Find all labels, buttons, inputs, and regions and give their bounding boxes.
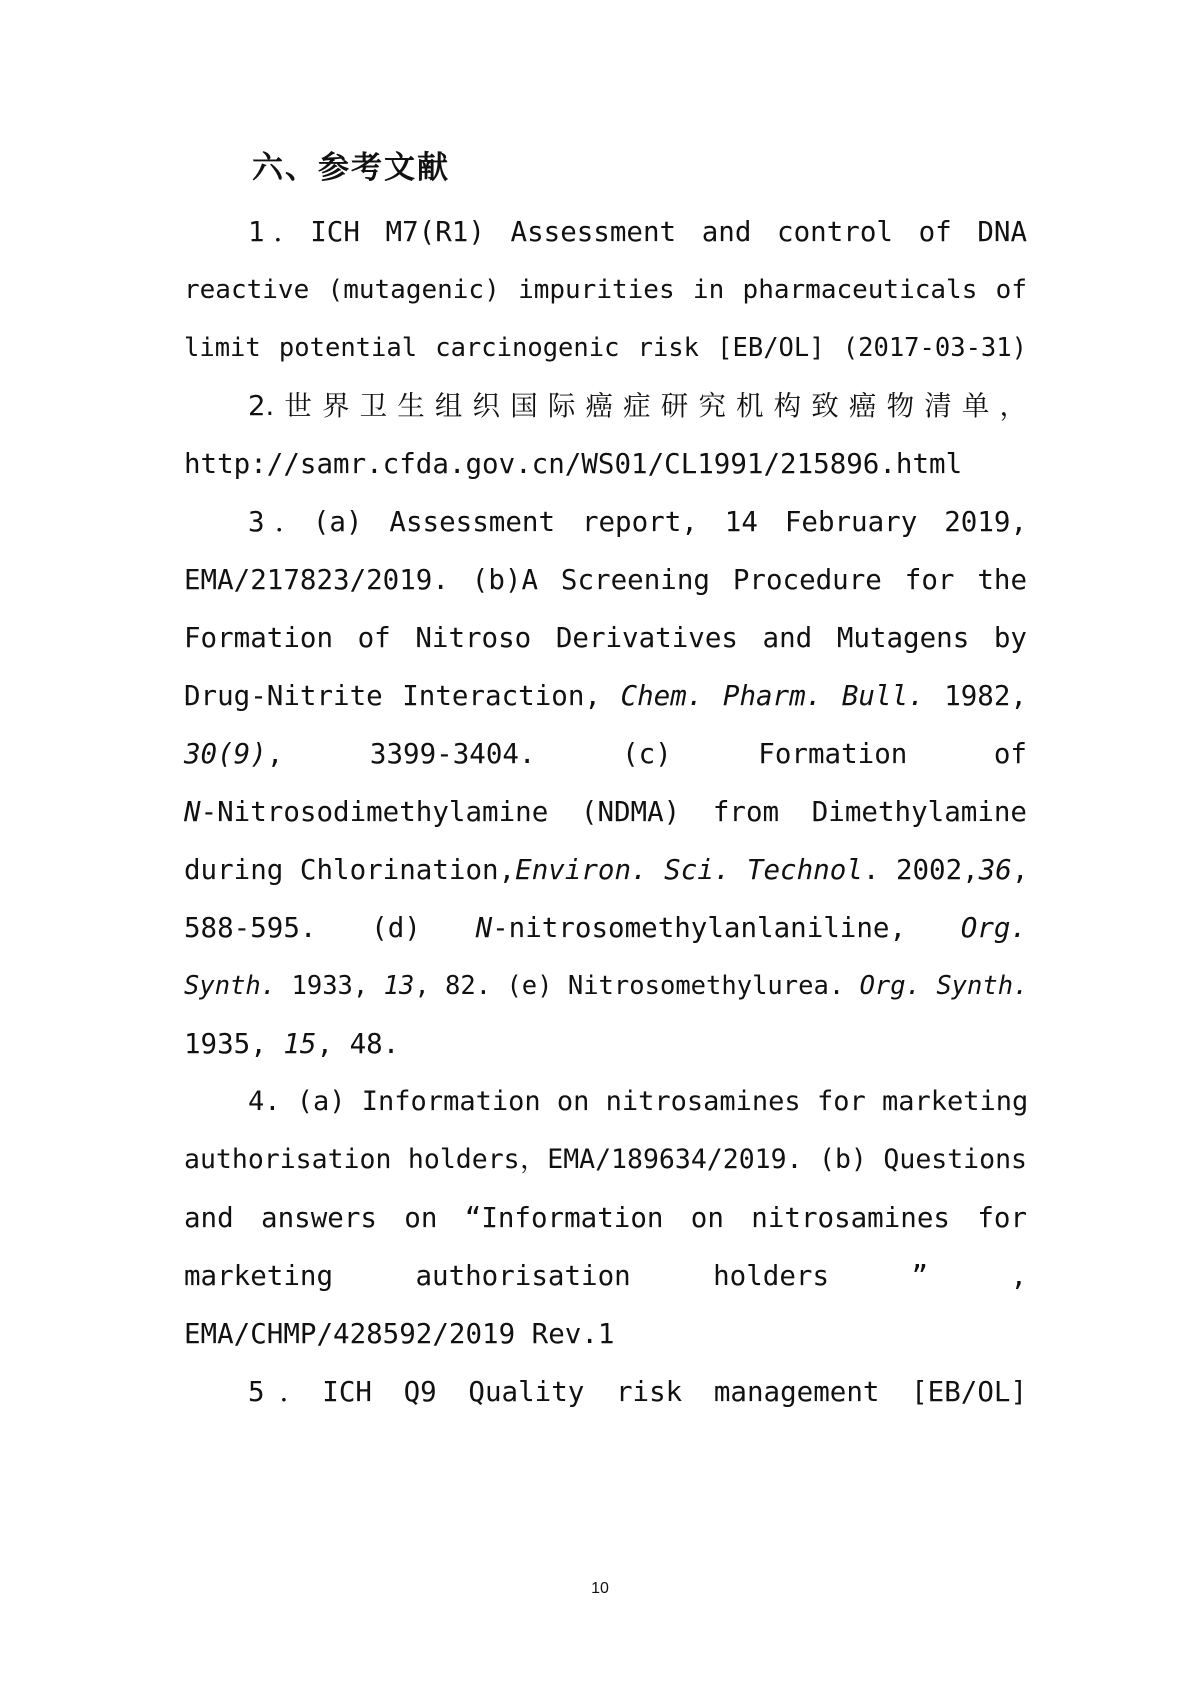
ref3-word: (NDMA) bbox=[580, 796, 681, 828]
ref3-year: 1982, bbox=[944, 680, 1027, 712]
ref3-text: during Chlorination, bbox=[184, 854, 516, 886]
volume: 15 bbox=[283, 1028, 317, 1060]
ref3-text: Drug-Nitrite Interaction, bbox=[184, 680, 601, 712]
ref5-line1: 5．ICH Q9 Quality risk management [EB/OL] bbox=[248, 1376, 1027, 1408]
ref4-line1: 4. (a) Information on nitrosamines for marketing bbox=[248, 1086, 1029, 1117]
ref3-line4 bbox=[184, 676, 1027, 716]
ref2-line1: 2.世界卫生组织国际癌症研究机构致癌物清单， bbox=[248, 390, 1027, 422]
ref3-line2: EMA/217823/2019. (b)A Screening Procedure for the bbox=[184, 564, 1027, 596]
n-italic: N bbox=[475, 912, 493, 944]
page-number: 10 bbox=[591, 1580, 609, 1597]
ref3-comma: , bbox=[1011, 854, 1029, 886]
ref3-word: of bbox=[993, 738, 1027, 770]
ref3-pages: 588-595. bbox=[184, 912, 317, 944]
ref3-line10 bbox=[184, 1024, 1027, 1064]
journal-bull: Bull. bbox=[841, 680, 925, 712]
ref4-word: authorisation bbox=[415, 1260, 631, 1292]
ref4-line4 bbox=[184, 1256, 1027, 1296]
section-heading: 六、参考文献 bbox=[252, 150, 450, 186]
ref3-year: 1935, bbox=[184, 1028, 267, 1060]
journal-org-synth: Org. Synth. bbox=[859, 971, 1029, 1001]
ref3-comma: , bbox=[266, 738, 284, 770]
ref3-word: Formation bbox=[758, 738, 908, 770]
ref4-comma: , bbox=[1010, 1260, 1028, 1292]
volume-issue: 30(9) bbox=[184, 738, 267, 770]
ref3-label-d: (d) bbox=[371, 912, 421, 944]
volume: 13 bbox=[383, 971, 415, 1001]
volume: 36 bbox=[978, 854, 1012, 886]
ref3-word: Dimethylamine bbox=[811, 796, 1027, 828]
ref3-year: 1933, bbox=[291, 971, 369, 1001]
ref4-line2: authorisation holders，EMA/189634/2019. (b) Questions bbox=[184, 1144, 1027, 1175]
ref3-text: , 82. (e) Nitrosomethylurea. bbox=[414, 971, 845, 1001]
ref1-line1: 1．ICH M7(R1) Assessment and control of DNA bbox=[248, 216, 1027, 248]
ref3-word: from bbox=[712, 796, 780, 828]
ref3-year: . 2002, bbox=[862, 854, 979, 886]
ref3-line7 bbox=[184, 850, 1027, 890]
ref4-line5: EMA/CHMP/428592/2019 Rev.1 bbox=[184, 1318, 615, 1350]
n-italic: N bbox=[184, 796, 201, 828]
journal-pharm: Pharm. bbox=[722, 680, 823, 712]
ref4-word: marketing bbox=[184, 1260, 334, 1292]
ref4-line3: and answers on “Information on nitrosamines for bbox=[184, 1202, 1027, 1234]
ref3-pages: 3399-3404. bbox=[369, 738, 536, 770]
ref3-line6 bbox=[184, 792, 1027, 832]
ref3-label-c: (c) bbox=[622, 738, 672, 770]
journal-environ: Environ. Sci. Technol bbox=[515, 854, 863, 886]
ref4-quote: ” bbox=[911, 1260, 929, 1292]
ref3-line9 bbox=[184, 966, 1027, 1006]
ref3-word: -nitrosomethylanlaniline, bbox=[492, 912, 907, 944]
ref3-line1: 3．(a) Assessment report, 14 February 2019, bbox=[248, 506, 1027, 538]
ref4-word: holders bbox=[713, 1260, 830, 1292]
ref3-line8 bbox=[184, 908, 1027, 948]
ref3-word: -Nitrosodimethylamine bbox=[200, 796, 549, 828]
ref1-line3: limit potential carcinogenic risk [EB/OL] (2017-03-31) bbox=[184, 333, 1027, 363]
ref3-line3: Formation of Nitroso Derivatives and Mutagens by bbox=[184, 622, 1027, 654]
journal-chem: Chem. bbox=[620, 680, 704, 712]
ref1-line2: reactive (mutagenic) impurities in pharmaceuticals of bbox=[184, 275, 1027, 305]
ref3-pages: , 48. bbox=[316, 1028, 400, 1060]
journal-org: Org. bbox=[960, 912, 1027, 944]
ref3-line5 bbox=[184, 734, 1027, 774]
ref2-line2: http://samr.cfda.gov.cn/WS01/CL1991/215896.html bbox=[184, 448, 963, 480]
journal-synth: Synth. bbox=[184, 971, 277, 1001]
